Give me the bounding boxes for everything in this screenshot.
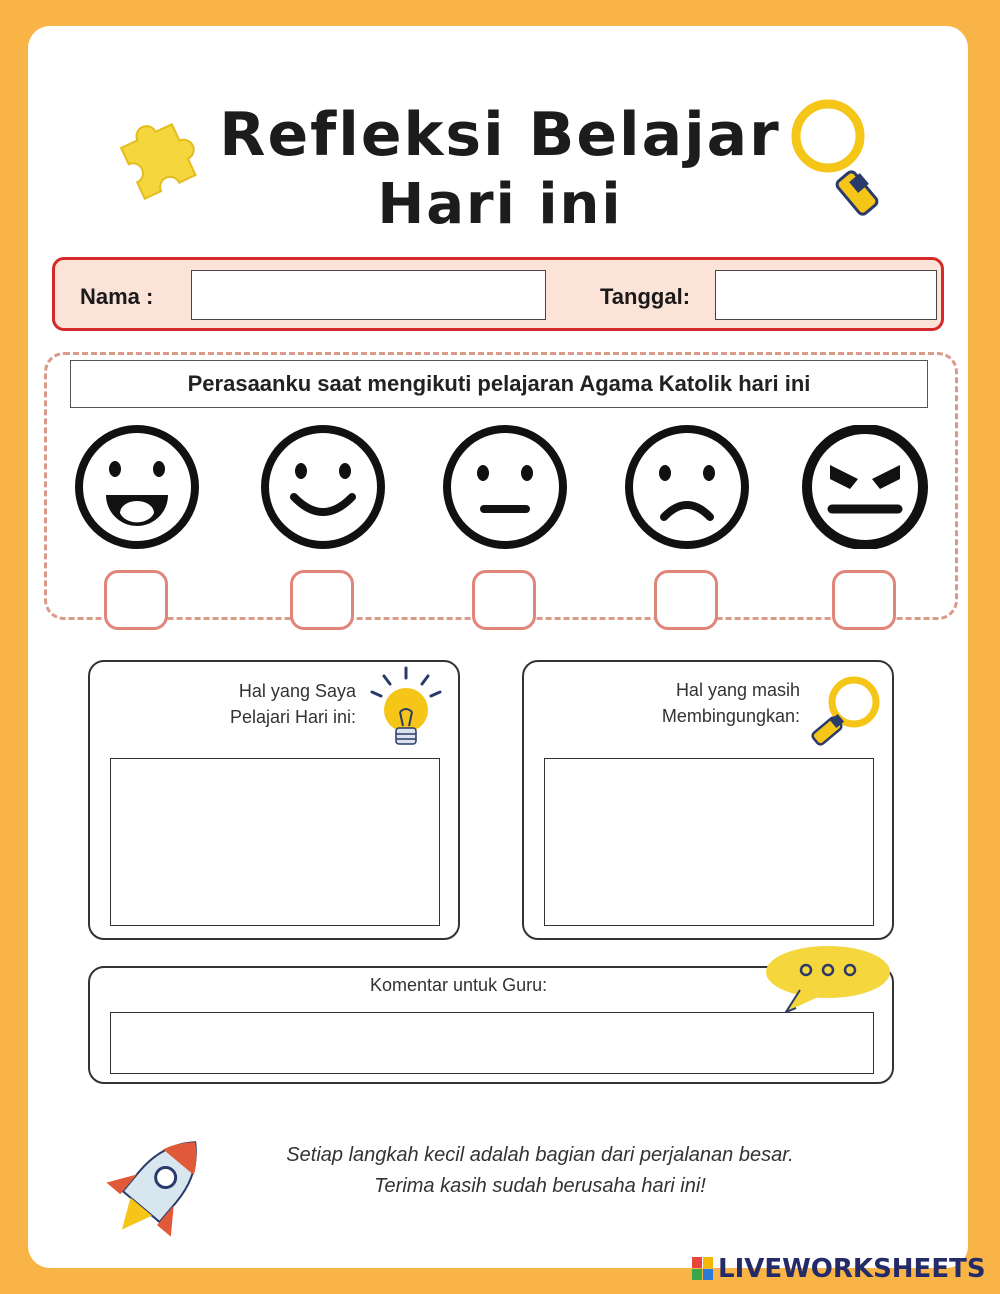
- learned-input[interactable]: [110, 758, 440, 926]
- feeling-checkbox-angry[interactable]: [832, 570, 896, 630]
- lightbulb-icon: [366, 664, 446, 754]
- learned-label-line-1: Hal yang Saya: [238, 681, 356, 701]
- speech-bubble-icon: [766, 944, 896, 1014]
- feeling-checkbox-very-happy[interactable]: [104, 570, 168, 630]
- neutral-face-icon: [438, 425, 572, 549]
- feelings-prompt: Perasaanku saat mengikuti pelajaran Agama Katolik hari ini: [70, 360, 928, 408]
- confused-label-line-1: Hal yang masih: [675, 680, 800, 700]
- feeling-checkbox-happy[interactable]: [290, 570, 354, 630]
- quote-line-1: Setiap langkah kecil adalah bagian dari perjalanan besar.: [286, 1144, 794, 1166]
- learned-label: [150, 678, 356, 730]
- page-title-line-1: Refleksi Belajar: [219, 100, 781, 170]
- name-input[interactable]: [191, 270, 546, 320]
- liveworksheets-brand[interactable]: LIVEWORKSHEETS: [718, 1254, 986, 1284]
- angry-face-icon: [796, 425, 934, 549]
- feeling-checkbox-neutral[interactable]: [472, 570, 536, 630]
- page-title-line-2: Hari ini: [377, 172, 623, 237]
- happy-face-icon: [256, 425, 390, 549]
- learned-label-line-2: Pelajari Hari ini:: [229, 707, 356, 727]
- date-input[interactable]: [715, 270, 937, 320]
- very-happy-face-icon: [70, 425, 204, 549]
- magnifying-glass-small-icon: [804, 674, 886, 754]
- feeling-checkbox-sad[interactable]: [654, 570, 718, 630]
- date-label: Tanggal:: [600, 284, 691, 309]
- confused-label: [590, 677, 800, 729]
- quote-line-2: Terima kasih sudah berusaha hari ini!: [374, 1175, 706, 1197]
- comment-input[interactable]: [110, 1012, 874, 1074]
- comment-label: Komentar untuk Guru:: [370, 975, 548, 995]
- confused-input[interactable]: [544, 758, 874, 926]
- sad-face-icon: [620, 425, 754, 549]
- name-label: Nama :: [80, 284, 154, 309]
- confused-label-line-2: Membingungkan:: [661, 706, 800, 726]
- liveworksheets-logo-icon: [692, 1257, 714, 1281]
